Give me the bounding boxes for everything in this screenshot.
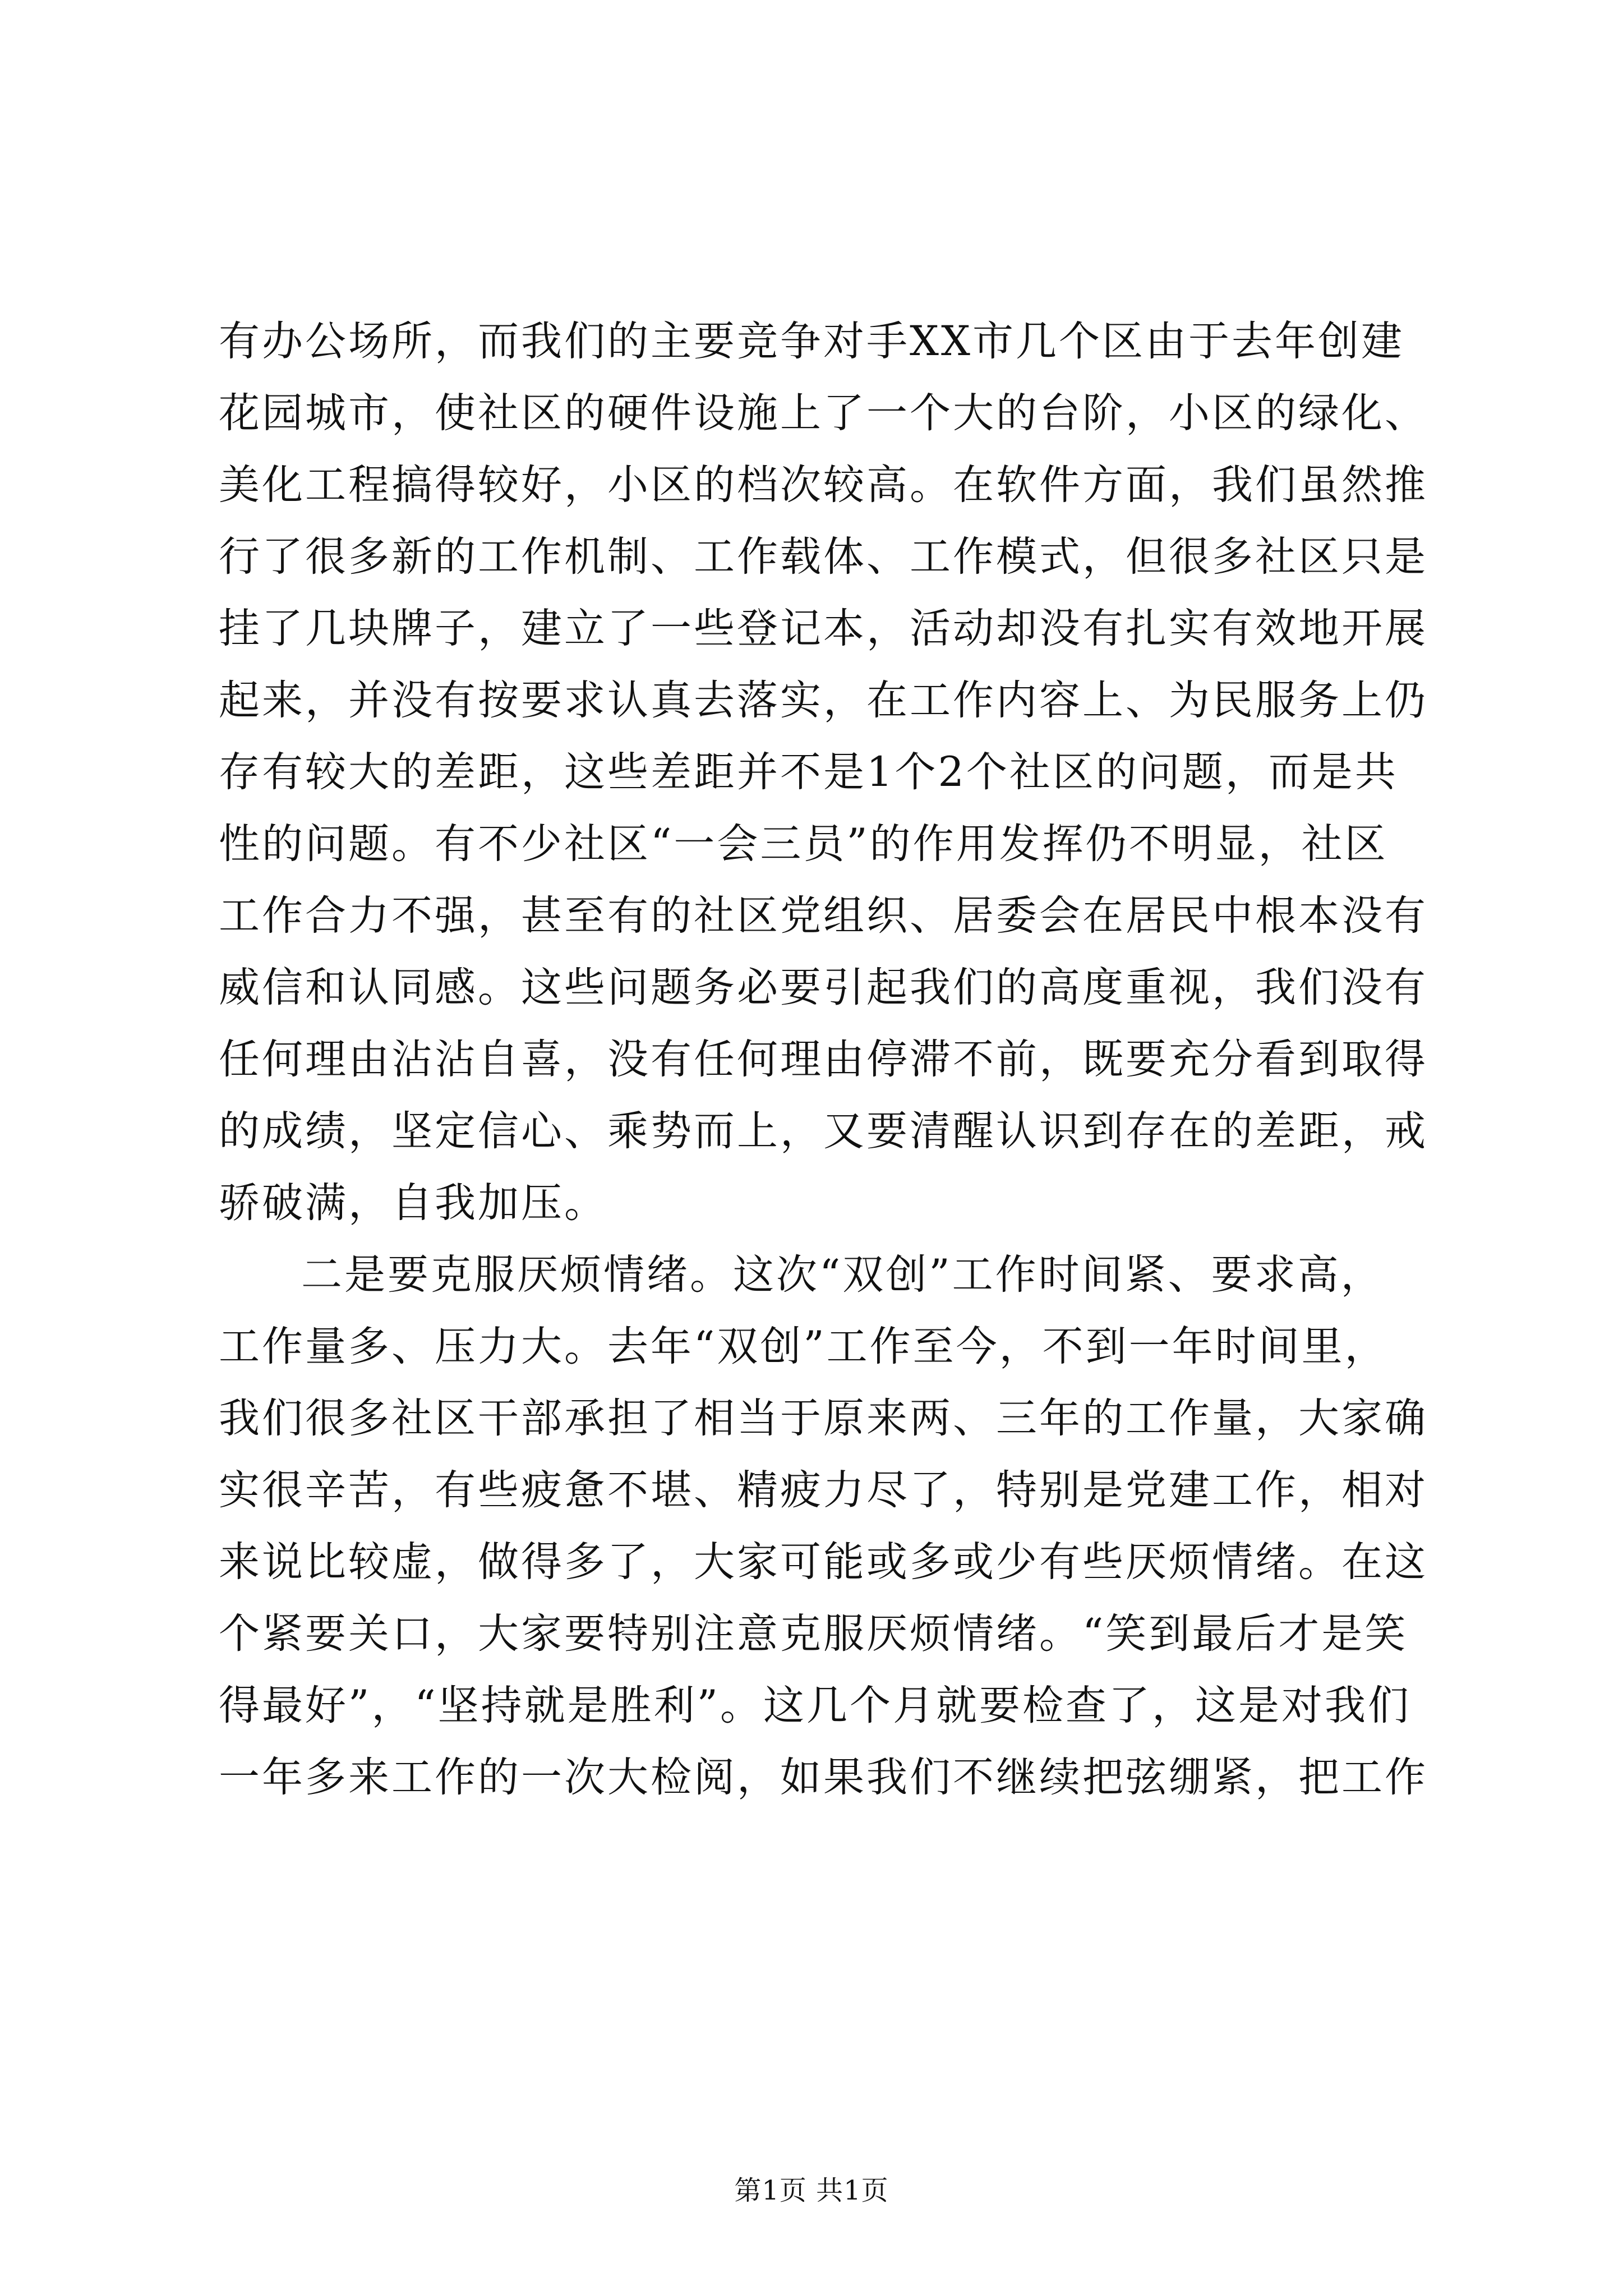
text-line: 花园城市，使社区的硬件设施上了一个大的台阶，小区的绿化、 <box>219 389 1428 437</box>
text-line: 一年多来工作的一次大检阅，如果我们不继续把弦绷紧，把工作 <box>219 1754 1428 1801</box>
text-line: 任何理由沾沾自喜，没有任何理由停滞不前，既要充分看到取得 <box>219 1036 1428 1083</box>
text-line: 我们很多社区干部承担了相当于原来两、三年的工作量，大家确 <box>219 1395 1428 1442</box>
text-line: 起来，并没有按要求认真去落实，在工作内容上、为民服务上仍 <box>219 677 1428 724</box>
text-line: 有办公场所，而我们的主要竞争对手XX市几个区由于去年创建 <box>219 318 1404 365</box>
text-line: 美化工程搞得较好，小区的档次较高。在软件方面，我们虽然推 <box>219 461 1428 509</box>
page-number-footer: 第1页 共1页 <box>734 2175 889 2206</box>
text-line: 得最好”，“坚持就是胜利”。这几个月就要检查了，这是对我们 <box>219 1682 1411 1729</box>
text-line: 威信和认同感。这些问题务必要引起我们的高度重视，我们没有 <box>219 964 1428 1011</box>
paragraph-first-line: 二是要克服厌烦情绪。这次“双创”工作时间紧、要求高， <box>301 1251 1384 1299</box>
text-line: 骄破满，自我加压。 <box>219 1179 607 1227</box>
text-line: 存有较大的差距，这些差距并不是1个2个社区的问题，而是共 <box>219 748 1398 796</box>
text-line: 性的问题。有不少社区“一会三员”的作用发挥仍不明显，社区 <box>219 820 1388 868</box>
text-line: 工作量多、压力大。去年“双创”工作至今，不到一年时间里， <box>219 1323 1388 1370</box>
text-line: 挂了几块牌子，建立了一些登记本，活动却没有扎实有效地开展 <box>219 605 1428 652</box>
text-line: 来说比较虚，做得多了，大家可能或多或少有些厌烦情绪。在这 <box>219 1538 1428 1586</box>
text-line: 的成绩，坚定信心、乘势而上，又要清醒认识到存在的差距，戒 <box>219 1107 1428 1155</box>
text-line: 工作合力不强，甚至有的社区党组织、居委会在居民中根本没有 <box>219 892 1428 940</box>
text-line: 行了很多新的工作机制、工作载体、工作模式，但很多社区只是 <box>219 533 1428 581</box>
text-line: 个紧要关口，大家要特别注意克服厌烦情绪。“笑到最后才是笑 <box>219 1610 1408 1658</box>
text-line: 实很辛苦，有些疲惫不堪、精疲力尽了，特别是党建工作，相对 <box>219 1466 1428 1514</box>
